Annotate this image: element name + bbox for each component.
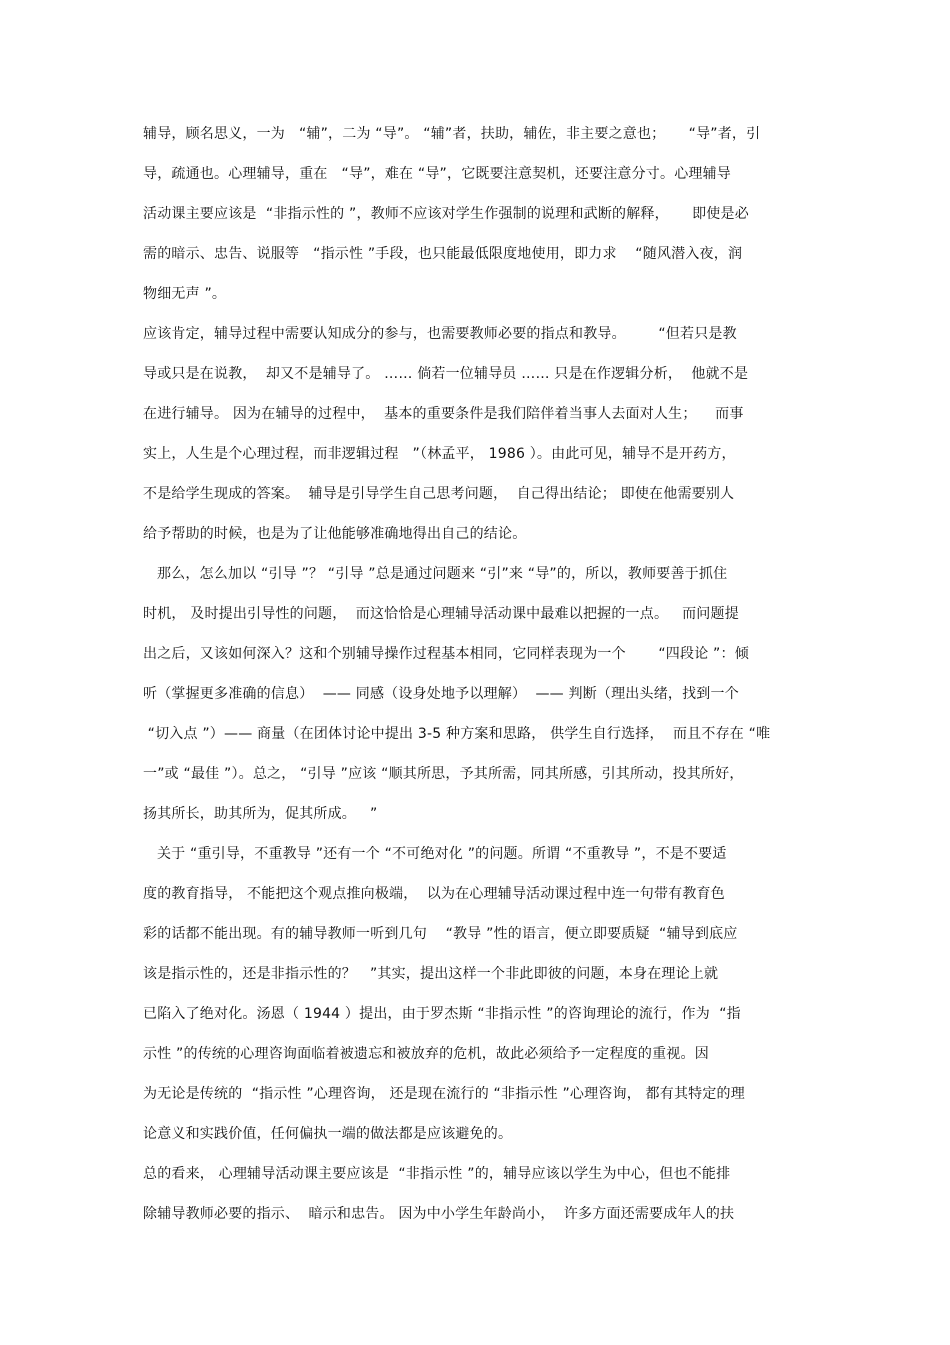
text-line: 给予帮助的时候，也是为了让他能够准确地得出自己的结论。 (143, 526, 527, 542)
text-line: 那么，怎么加以 “引导 ”？ “引导 ”总是通过问题来 “引”来 “导”的，所以，教师要善于抓住 (143, 566, 728, 582)
text-line: 论意义和实践价值，任何偏执一端的做法都是应该避免的。 (143, 1126, 513, 1142)
text-line: “切入点 ”）—— 商量（在团体讨论中提出 3-5 种方案和思路， 供学生自行选择， 而且不存在 “唯 (143, 726, 771, 742)
text-line: 除辅导教师必要的指示、 暗示和忠告。 因为中小学生年龄尚小， 许多方面还需要成年人的扶 (143, 1206, 735, 1222)
text-line: 彩的话都不能出现。有的辅导教师一听到几句 “教导 ”性的语言，便立即要质疑 “辅导到底应 (143, 926, 738, 942)
text-line: 应该肯定，辅导过程中需要认知成分的参与，也需要教师必要的指点和教导。 “但若只是教 (143, 326, 737, 342)
text-line: 物细无声 ”。 (143, 286, 227, 302)
text-line: 总的看来， 心理辅导活动课主要应该是 “非指示性 ”的，辅导应该以学生为中心，但也不能排 (143, 1166, 731, 1182)
text-line: 扬其所长，助其所为，促其所成。 ” (143, 806, 378, 822)
text-line: 需的暗示、忠告、说服等 “指示性 ”手段，也只能最低限度地使用，即力求 “随风潜入夜，润 (143, 246, 743, 262)
text-line: 导或只是在说教， 却又不是辅导了。 …… 倘若一位辅导员 …… 只是在作逻辑分析， 他就不是 (143, 366, 749, 382)
text-line: 度的教育指导， 不能把这个观点推向极端， 以为在心理辅导活动课过程中连一句带有教育色 (143, 886, 725, 902)
text-line: 该是指示性的，还是非指示性的？ ”其实，提出这样一个非此即彼的问题，本身在理论上就 (143, 966, 719, 982)
text-line: 实上，人生是个心理过程，而非逻辑过程 ”（林孟平， 1986 ）。由此可见，辅导不是开药方， (143, 446, 736, 462)
text-line: 活动课主要应该是 “非指示性的 ”，教师不应该对学生作强制的说理和武断的解释， 即使是必 (143, 206, 749, 222)
text-line: 一”或 “最佳 ”）。总之， “引导 ”应该 “顺其所思，予其所需，同其所感，引其所动，投其所好， (143, 766, 744, 782)
text-line: 为无论是传统的 “指示性 ”心理咨询， 还是现在流行的 “非指示性 ”心理咨询， 都有其特定的理 (143, 1086, 745, 1102)
text-line: 时机， 及时提出引导性的问题， 而这恰恰是心理辅导活动课中最难以把握的一点。 而问题提 (143, 606, 739, 622)
text-line: 示性 ”的传统的心理咨询面临着被遗忘和被放弃的危机，故此必须给予一定程度的重视。因 (143, 1046, 709, 1062)
text-line: 在进行辅导。 因为在辅导的过程中， 基本的重要条件是我们陪伴着当事人去面对人生； 而事 (143, 406, 744, 422)
text-line: 已陷入了绝对化。汤恩（ 1944 ）提出，由于罗杰斯 “非指示性 ”的咨询理论的流行，作为 “指 (143, 1006, 741, 1022)
text-line: 听（掌握更多准确的信息） —— 同感（设身处地予以理解） —— 判断（理出头绪，找到一个 (143, 686, 739, 702)
text-line: 导，疏通也。心理辅导，重在 “导”，难在 “导”，它既要注意契机，还要注意分寸。心理辅导 (143, 166, 732, 182)
text-line: 关于 “重引导，不重教导 ”还有一个 “不可绝对化 ”的问题。所谓 “不重教导 ”，不是不要适 (143, 846, 727, 862)
text-line: 辅导，顾名思义，一为 “辅”，二为 “导”。 “辅”者，扶助，辅佐，非主要之意也； “导”者，引 (143, 126, 761, 142)
text-line: 出之后，又该如何深入？这和个别辅导操作过程基本相同，它同样表现为一个 “四段论 ”：倾 (143, 646, 749, 662)
text-line: 不是给学生现成的答案。 辅导是引导学生自己思考问题， 自己得出结论； 即使在他需要别人 (143, 486, 735, 502)
